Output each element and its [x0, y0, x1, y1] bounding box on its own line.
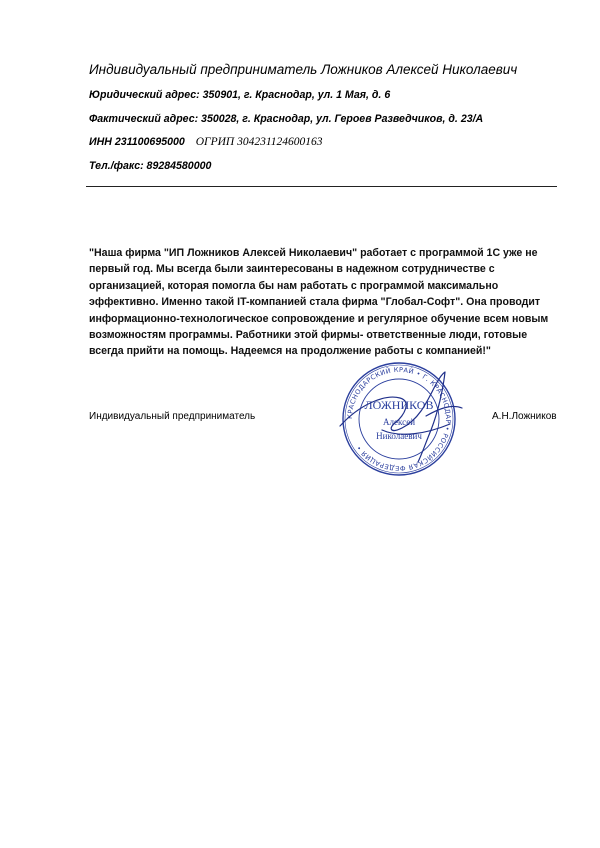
body-line: информационно-технологическое сопровождение и регулярное обучение всем новым: [89, 312, 549, 325]
header-divider: [86, 186, 557, 187]
stamp-center-line-3: Николаевич: [376, 431, 422, 441]
stamp-ring-textpath: КРАСНОДАРСКИЙ КРАЙ • Г. КРАСНОДАР • РОССИЙСКАЯ ФЕДЕРАЦИЯ •: [345, 365, 453, 473]
header-title: Индивидуальный предприниматель Ложников Алексей Николаевич: [89, 62, 518, 77]
signature-name: А.Н.Ложников: [492, 411, 557, 422]
body-line: возможностям программы. Работники этой фирмы- ответственные люди, готовые: [89, 329, 528, 342]
inn: ИНН 231100695000: [89, 136, 185, 148]
body-line: первый год. Мы всегда были заинтересованы в надежном сотрудничестве с: [89, 263, 495, 276]
actual-address: Фактический адрес: 350028, г. Краснодар, ул. Героев Разведчиков, д. 23/А: [89, 113, 484, 125]
handwritten-signature: [330, 364, 490, 474]
body-line: эффективно. Именно такой IT-компанией стала фирма "Глобал-Софт". Она проводит: [89, 296, 541, 309]
body-line: организацией, которая помогла бы нам работать с программой максимально: [89, 279, 499, 292]
signature-position-label: Индивидуальный предприниматель: [89, 411, 256, 422]
registration-numbers: [89, 136, 323, 148]
stamp-center-line-1: ЛОЖНИКОВ: [364, 398, 434, 412]
body-line: всегда прийти на помощь. Надеемся на продолжение работы с компанией!": [89, 345, 491, 358]
letter-body: [89, 245, 551, 360]
legal-address: Юридический адрес: 350901, г. Краснодар, ул. 1 Мая, д. 6: [89, 89, 391, 101]
stamp-center-line-2: Алексей: [382, 417, 416, 427]
phone-fax: Тел./факс: 89284580000: [89, 160, 212, 172]
ogrip: ОГРИП 304231124600163: [195, 136, 323, 148]
body-line: "Наша фирма "ИП Ложников Алексей Николаевич" работает с программой 1С уже не: [89, 247, 538, 259]
